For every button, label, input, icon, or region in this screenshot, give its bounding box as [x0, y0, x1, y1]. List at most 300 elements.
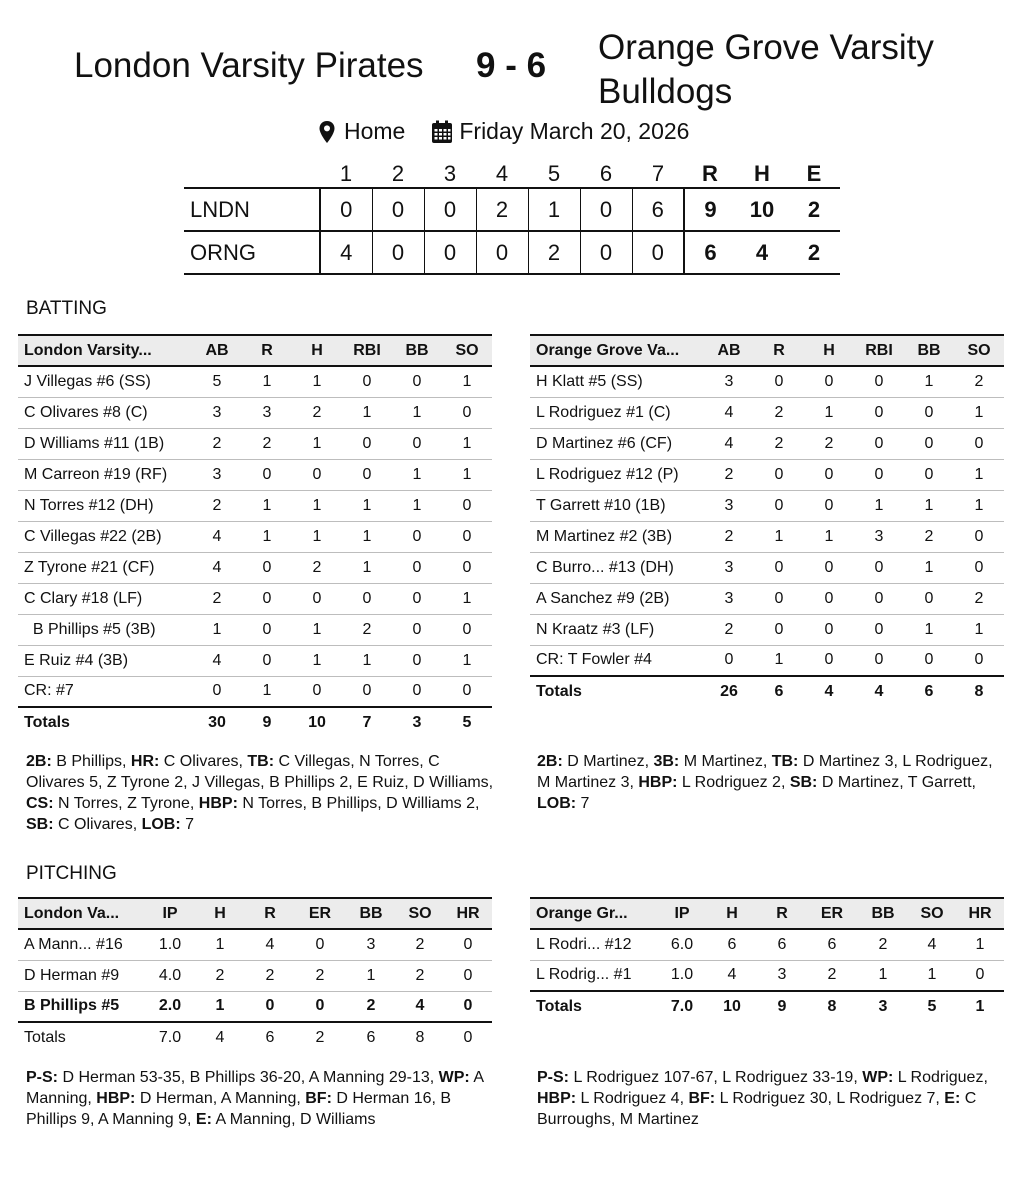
- stat-value: 0: [824, 620, 834, 638]
- table-row: [530, 960, 1004, 991]
- table-row: [530, 583, 1004, 614]
- stat-value: 1: [924, 558, 934, 576]
- stat-value: 1: [462, 434, 472, 452]
- stat-value: 0: [462, 527, 472, 545]
- stat-value: 4: [727, 966, 737, 984]
- totals-value: 5: [462, 714, 472, 731]
- stat-value: 1: [312, 651, 322, 669]
- totals-value: 3: [878, 998, 888, 1015]
- totals-label: Totals: [24, 1029, 66, 1046]
- stat-value: 4: [724, 403, 734, 421]
- table-row: [18, 366, 492, 397]
- date-label: Friday March 20, 2026: [459, 118, 690, 144]
- stat-value: 0: [212, 682, 222, 700]
- stat-value: 3: [262, 403, 272, 421]
- totals-value: 4: [215, 1029, 225, 1046]
- stat-value: 1: [362, 527, 372, 545]
- column-header: R: [773, 341, 785, 359]
- stat-value: 0: [924, 465, 934, 483]
- inning-header: 5: [547, 160, 561, 186]
- stat-value: 3: [724, 496, 734, 514]
- note-value: B Phillips,: [51, 753, 131, 770]
- stat-value: 0: [774, 589, 784, 607]
- stat-value: 2: [774, 434, 784, 452]
- away-pitching-notes: [537, 1067, 1007, 1130]
- linescore-table: [184, 160, 840, 275]
- column-header: H: [214, 904, 226, 922]
- totals-value: 8: [827, 998, 837, 1015]
- team-column-header: London Varsity...: [24, 341, 152, 359]
- stat-value: 0: [824, 372, 834, 390]
- stat-value: 4: [265, 935, 275, 953]
- note-value: D Martinez 3, L Rodriguez, M Martinez 3,: [537, 753, 993, 791]
- stat-value: 0: [975, 966, 985, 984]
- stat-value: 0: [362, 465, 372, 483]
- inning-score: 4: [320, 231, 372, 274]
- stat-value: 0: [874, 558, 884, 576]
- team-column-header: Orange Gr...: [536, 904, 628, 922]
- inning-score: 0: [320, 188, 372, 231]
- note-value: C Olivares,: [159, 753, 248, 770]
- inning-score: 0: [580, 188, 632, 231]
- stat-value: 2: [312, 403, 322, 421]
- stat-value: 0: [362, 434, 372, 452]
- stat-value: 1: [312, 527, 322, 545]
- linescore-row: [184, 188, 840, 231]
- totals-value: 2: [315, 1029, 325, 1046]
- stat-value: 2: [366, 997, 376, 1015]
- stat-value: 2: [415, 966, 425, 984]
- stat-value: 5: [212, 372, 222, 390]
- game-meta: [318, 118, 689, 145]
- note-key: BF:: [688, 1090, 716, 1107]
- totals-row: [18, 707, 492, 738]
- stat-value: 0: [874, 620, 884, 638]
- inning-score: 0: [476, 231, 528, 274]
- stat-value: 2: [724, 527, 734, 545]
- stat-value: 0: [362, 372, 372, 390]
- note-key: P-S:: [537, 1069, 569, 1086]
- stat-value: 2: [312, 558, 322, 576]
- note-key: WP:: [862, 1069, 894, 1086]
- stat-value: 0: [412, 651, 422, 669]
- stat-value: 0: [412, 682, 422, 700]
- note-value: L Rodriguez 107-67, L Rodriguez 33-19,: [569, 1069, 863, 1086]
- stat-value: 0: [974, 434, 984, 452]
- stat-value: 1: [924, 372, 934, 390]
- table-row: [18, 552, 492, 583]
- totals-label: Totals: [536, 998, 582, 1015]
- away-pitching-table: [530, 897, 1004, 1022]
- table-row: [530, 614, 1004, 645]
- table-row: [530, 459, 1004, 490]
- player-name: L Rodrig... #1: [536, 966, 632, 984]
- home-batting-notes: [26, 751, 496, 835]
- stat-value: 1: [312, 372, 322, 390]
- stat-value: 2: [265, 966, 275, 984]
- note-value: A Manning, D Williams: [211, 1111, 376, 1128]
- stat-value: 1: [774, 651, 784, 669]
- stat-value: 3: [724, 558, 734, 576]
- stat-value: 1: [974, 465, 984, 483]
- note-value: D Herman, A Manning,: [135, 1090, 306, 1107]
- stat-value: 0: [774, 620, 784, 638]
- stat-value: 2: [827, 966, 837, 984]
- stat-value: 1: [462, 651, 472, 669]
- totals-value: 9: [262, 714, 272, 731]
- stat-value: 1: [774, 527, 784, 545]
- stat-value: 3: [724, 372, 734, 390]
- inning-score: 2: [528, 231, 580, 274]
- stat-value: 1: [262, 682, 272, 700]
- stat-value: 0: [974, 558, 984, 576]
- inning-score: 0: [372, 188, 424, 231]
- stat-value: 2: [924, 527, 934, 545]
- column-header: BB: [871, 904, 895, 922]
- table-row: [530, 366, 1004, 397]
- stat-value: 0: [724, 651, 734, 669]
- totals-value: 26: [720, 683, 738, 700]
- errors-header: E: [806, 160, 822, 186]
- stat-value: 4: [415, 997, 425, 1015]
- stat-value: 1: [262, 527, 272, 545]
- player-name: C Olivares #8 (C): [24, 403, 148, 421]
- totals-label: Totals: [536, 683, 582, 700]
- player-name: N Torres #12 (DH): [24, 496, 154, 514]
- stat-value: 1: [215, 935, 225, 953]
- stat-value: 2: [362, 620, 372, 638]
- stat-value: 0: [924, 651, 934, 669]
- stat-value: 3: [874, 527, 884, 545]
- player-name: CR: #7: [24, 682, 74, 700]
- stat-value: 0: [262, 465, 272, 483]
- stat-value: 2.0: [158, 997, 182, 1015]
- note-key: CS:: [26, 795, 54, 812]
- note-key: BF:: [305, 1090, 332, 1107]
- table-row: [18, 521, 492, 552]
- stat-value: 0: [412, 434, 422, 452]
- player-name: D Herman #9: [24, 966, 120, 984]
- table-row: [530, 929, 1004, 960]
- note-key: 2B:: [26, 753, 52, 770]
- stat-value: 1: [312, 620, 322, 638]
- note-key: 3B:: [653, 753, 680, 770]
- player-name: T Garrett #10 (1B): [536, 496, 666, 514]
- stat-value: 6: [727, 935, 737, 953]
- player-name: D Martinez #6 (CF): [536, 434, 673, 452]
- totals-value: 8: [415, 1029, 425, 1046]
- player-name: A Mann... #16: [24, 935, 123, 953]
- note-key: SB:: [26, 816, 54, 833]
- rhe-value: 6: [684, 231, 736, 274]
- stat-value: 0: [774, 465, 784, 483]
- table-header-row: [530, 335, 1004, 366]
- note-key: SB:: [789, 774, 818, 791]
- home-team-name: London Varsity Pirates: [74, 46, 424, 85]
- note-value: M Martinez,: [679, 753, 772, 770]
- stat-value: 2: [215, 966, 225, 984]
- stat-value: 1: [412, 403, 422, 421]
- table-header-row: [18, 335, 492, 366]
- column-header: H: [823, 341, 835, 359]
- stat-value: 0: [312, 682, 322, 700]
- stat-value: 0: [924, 403, 934, 421]
- player-name: CR: T Fowler #4: [536, 651, 652, 669]
- stat-value: 0: [974, 527, 984, 545]
- note-value: 7: [576, 795, 590, 812]
- stat-value: 3: [777, 966, 787, 984]
- stat-value: 0: [774, 558, 784, 576]
- column-header: SO: [408, 904, 432, 922]
- batting-section-label: BATTING: [26, 298, 107, 319]
- stat-value: 2: [878, 935, 888, 953]
- player-name: C Villegas #22 (2B): [24, 527, 162, 545]
- column-header: SO: [967, 341, 991, 359]
- stat-value: 0: [924, 589, 934, 607]
- totals-label: Totals: [24, 714, 70, 731]
- totals-value: 6: [366, 1029, 376, 1046]
- column-header: BB: [405, 341, 429, 359]
- stat-value: 1: [366, 966, 376, 984]
- stat-value: 2: [212, 434, 222, 452]
- stat-value: 1: [824, 527, 834, 545]
- note-key: LOB:: [537, 795, 577, 812]
- player-name: H Klatt #5 (SS): [536, 372, 643, 390]
- stat-value: 1: [462, 465, 472, 483]
- totals-value: 4: [874, 683, 884, 700]
- final-score: 9 - 6: [476, 46, 547, 85]
- stat-value: 3: [366, 935, 376, 953]
- inning-header: 2: [391, 160, 405, 186]
- rhe-value: 9: [684, 188, 736, 231]
- stat-value: 2: [415, 935, 425, 953]
- stat-value: 1: [312, 434, 322, 452]
- column-header: RBI: [865, 341, 893, 359]
- stat-value: 0: [412, 620, 422, 638]
- stat-value: 0: [824, 651, 834, 669]
- stat-value: 0: [315, 935, 325, 953]
- stat-value: 0: [362, 682, 372, 700]
- player-name: L Rodriguez #12 (P): [536, 465, 679, 483]
- totals-value: 30: [208, 714, 226, 731]
- stat-value: 0: [412, 372, 422, 390]
- stat-value: 4: [212, 527, 222, 545]
- totals-value: 1: [975, 998, 985, 1015]
- player-name: M Carreon #19 (RF): [24, 465, 168, 483]
- note-key: 2B:: [537, 753, 563, 770]
- totals-value: 0: [463, 1029, 473, 1046]
- pitching-section-label: PITCHING: [26, 863, 117, 884]
- stat-value: 1: [924, 620, 934, 638]
- stat-value: 2: [724, 620, 734, 638]
- column-header: SO: [920, 904, 944, 922]
- column-header: ER: [820, 904, 844, 922]
- totals-value: 6: [265, 1029, 275, 1046]
- rhe-value: 4: [755, 239, 769, 265]
- stat-value: 0: [874, 372, 884, 390]
- stat-value: 1: [412, 465, 422, 483]
- player-name: D Williams #11 (1B): [24, 434, 165, 452]
- inning-score: 1: [528, 188, 580, 231]
- stat-value: 1: [924, 496, 934, 514]
- column-header: AB: [205, 341, 229, 359]
- stat-value: 4: [212, 558, 222, 576]
- location-label: Home: [344, 118, 406, 144]
- totals-value: 9: [777, 998, 787, 1015]
- note-value: C Villegas, N Torres, C Olivares 5, Z Tyrone 2, J Villegas, B Phillips 2, E Ruiz, D Williams,: [26, 753, 494, 791]
- stat-value: 0: [412, 589, 422, 607]
- stat-value: 0: [362, 589, 372, 607]
- stat-value: 2: [974, 372, 984, 390]
- stat-value: 1: [262, 496, 272, 514]
- column-header: R: [776, 904, 788, 922]
- stat-value: 0: [774, 372, 784, 390]
- note-key: E:: [944, 1090, 961, 1107]
- inning-header: 3: [443, 160, 457, 186]
- table-row: [18, 397, 492, 428]
- player-name: A Sanchez #9 (2B): [536, 589, 670, 607]
- stat-value: 4: [212, 651, 222, 669]
- stat-value: 2: [774, 403, 784, 421]
- note-value: C Olivares,: [53, 816, 142, 833]
- stat-value: 0: [462, 496, 472, 514]
- table-row: [18, 676, 492, 707]
- column-header: R: [261, 341, 273, 359]
- inning-score: 2: [476, 188, 528, 231]
- rhe-value: 2: [807, 196, 821, 222]
- table-row: [18, 960, 492, 991]
- hits-header: H: [754, 160, 770, 186]
- inning-header: 7: [651, 160, 665, 186]
- stat-value: 4: [927, 935, 937, 953]
- player-name: C Burro... #13 (DH): [536, 558, 674, 576]
- note-value: N Torres, B Phillips, D Williams 2,: [237, 795, 480, 812]
- stat-value: 1: [974, 403, 984, 421]
- stat-value: 0: [824, 496, 834, 514]
- player-name: E Ruiz #4 (3B): [24, 651, 129, 669]
- stat-value: 1: [215, 997, 225, 1015]
- player-name: N Kraatz #3 (LF): [536, 620, 655, 638]
- player-name: C Clary #18 (LF): [24, 589, 143, 607]
- table-header-row: [530, 898, 1004, 929]
- totals-value: 8: [974, 683, 984, 700]
- inning-score: 0: [424, 231, 476, 274]
- stat-value: 1.0: [158, 935, 182, 953]
- stat-value: 1: [262, 372, 272, 390]
- stat-value: 3: [212, 403, 222, 421]
- stat-value: 1: [878, 966, 888, 984]
- column-header: IP: [674, 904, 690, 922]
- stat-value: 0: [312, 465, 322, 483]
- stat-value: 1: [974, 620, 984, 638]
- table-row: [18, 614, 492, 645]
- column-header: BB: [917, 341, 941, 359]
- note-key: HBP:: [638, 774, 678, 791]
- column-header: R: [264, 904, 276, 922]
- note-key: HBP:: [96, 1090, 136, 1107]
- away-team-name: Orange Grove Varsity Bulldogs: [598, 28, 934, 111]
- totals-value: 4: [824, 683, 834, 700]
- column-header: AB: [717, 341, 741, 359]
- stat-value: 1: [975, 935, 985, 953]
- game-header: [0, 24, 1022, 114]
- column-header: H: [726, 904, 738, 922]
- stat-value: 0: [262, 558, 272, 576]
- linescore-team: LNDN: [190, 196, 250, 222]
- stat-value: 0: [412, 558, 422, 576]
- stat-value: 0: [874, 589, 884, 607]
- team-column-header: London Va...: [24, 904, 120, 922]
- stat-value: 4: [724, 434, 734, 452]
- totals-value: 10: [308, 714, 326, 731]
- note-value: D Herman 16, B Phillips 9, A Manning 9,: [26, 1090, 452, 1128]
- stat-value: 2: [315, 966, 325, 984]
- inning-score: 6: [632, 188, 684, 231]
- player-name: B Phillips #5: [24, 997, 120, 1015]
- stat-value: 1: [974, 496, 984, 514]
- table-row: [530, 552, 1004, 583]
- stat-value: 0: [874, 651, 884, 669]
- column-header: SO: [455, 341, 479, 359]
- stat-value: 0: [262, 651, 272, 669]
- totals-row: [18, 1022, 492, 1053]
- away-batting-table: [530, 334, 1004, 707]
- runs-header: R: [702, 160, 718, 186]
- rhe-value: 10: [749, 196, 775, 222]
- totals-row: [530, 991, 1004, 1022]
- stat-value: 3: [724, 589, 734, 607]
- column-header: IP: [162, 904, 178, 922]
- stat-value: 1: [362, 558, 372, 576]
- stat-value: 1: [312, 496, 322, 514]
- note-value: C Burroughs, M Martinez: [537, 1090, 977, 1128]
- inning-header: 1: [339, 160, 353, 186]
- stat-value: 0: [874, 403, 884, 421]
- inning-header: 4: [495, 160, 509, 186]
- stat-value: 0: [774, 496, 784, 514]
- home-pitching-notes: [26, 1067, 496, 1130]
- calendar-icon: [431, 120, 453, 144]
- stat-value: 0: [462, 682, 472, 700]
- note-value: L Rodriguez 2,: [677, 774, 790, 791]
- stat-value: 0: [412, 527, 422, 545]
- inning-score: 0: [580, 231, 632, 274]
- inning-score: 0: [632, 231, 684, 274]
- home-pitching-table: [18, 897, 492, 1053]
- stat-value: 0: [824, 589, 834, 607]
- column-header: ER: [308, 904, 332, 922]
- totals-value: 5: [927, 998, 937, 1015]
- stat-value: 0: [463, 997, 473, 1015]
- stat-value: 2: [824, 434, 834, 452]
- stat-value: 1: [412, 496, 422, 514]
- stat-value: 1: [362, 403, 372, 421]
- note-key: WP:: [438, 1069, 470, 1086]
- stat-value: 1: [462, 372, 472, 390]
- column-header: BB: [359, 904, 383, 922]
- stat-value: 0: [874, 434, 884, 452]
- note-key: TB:: [771, 753, 799, 770]
- table-row: [530, 397, 1004, 428]
- stat-value: 0: [315, 997, 325, 1015]
- note-key: P-S:: [26, 1069, 58, 1086]
- column-header: HR: [968, 904, 992, 922]
- note-value: 7: [180, 816, 195, 833]
- note-value: L Rodriguez 30, L Rodriguez 7,: [715, 1090, 945, 1107]
- linescore-team: ORNG: [190, 239, 256, 265]
- table-row: [18, 459, 492, 490]
- table-row: [18, 428, 492, 459]
